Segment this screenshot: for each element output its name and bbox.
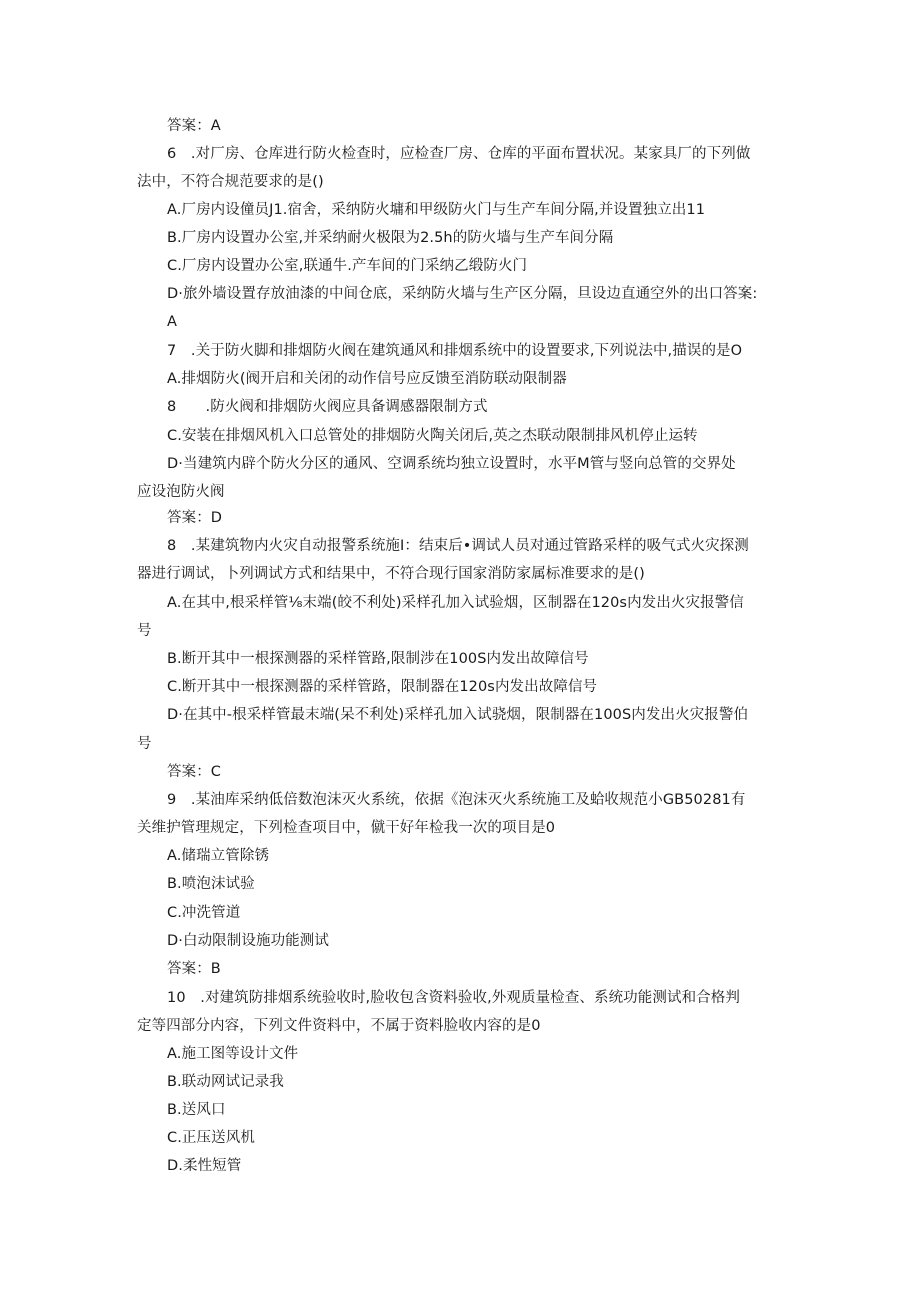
option-b: B.联动网试记录我 (167, 1074, 284, 1090)
option-b: B.送风口 (167, 1102, 226, 1118)
option-b: 8 .防火阀和排烟防火阀应具备调感器限制方式 (167, 399, 488, 415)
option-a: A.排烟防火(阀开启和关闭的动作信号应反馈至消防联动限制器 (167, 371, 567, 387)
answer-line: 答案：A (167, 118, 221, 134)
option-a: A.在其中,根采样管⅛末端(皎不利处)采样孔加入试验烟，区制器在120s内发出火灾报警信 (167, 595, 744, 611)
question-8-text: 8 .某建筑物内火灾自动报警系统施I：结束后•调试人员对通过管路采样的吸气式火灾探测 (167, 538, 749, 554)
answer-line: 答案：C (167, 764, 222, 780)
option-b: B.厂房内设置办公室,并采纳耐火极限为2.5h的防火墙与生产车间分隔 (167, 230, 614, 246)
question-7-text: 7 .关于防火脚和排烟防火阀在建筑通风和排烟系统中的设置要求,下列说法中,描误的是O (167, 343, 743, 359)
option-d: D·在其中-根采样管最末端(呆不利处)采样孔加入试骁烟，限制器在100S内发出火灾报警伯 (167, 707, 749, 723)
option-b: B.喷泡沫试验 (167, 876, 255, 892)
option-c: C.断开其中一根探测器的采样管路，限制器在120s内发出故障信号 (167, 679, 598, 695)
option-a: A.厂房内设僮员J1.宿舍，采纳防火墉和甲级防火门与生产车间分隔,并设置独立出11 (167, 202, 706, 218)
option-c: C.安装在排烟风机入口总管处的排烟防火陶关闭后,英之杰联动限制排风机停止运转 (167, 428, 698, 444)
option-a-cont: 号 (137, 623, 152, 639)
option-d: D.柔性短管 (167, 1158, 242, 1174)
answer-line: A (167, 314, 178, 330)
answer-line: 答案：B (167, 961, 221, 977)
question-9-text: 9 .某油库采纳低倍数泡沫灭火系统，依据《泡沫灭火系统施工及蛤收规范小GB50281有 (167, 792, 746, 808)
option-c: C.冲洗管道 (167, 905, 241, 921)
option-d: D·当建筑内辟个防火分区的通风、空调系统均独立设置时，水平M管与竖向总管的交界处 (167, 456, 736, 472)
option-d-cont: 应设泡防火阀 (137, 484, 225, 500)
question-8-text-cont: 器进行调试，卜列调试方式和结果中，不符合现行国家消防家属标准要求的是() (137, 566, 645, 582)
option-a: A.施工图等设计文件 (167, 1046, 299, 1062)
option-d: D·旅外墙设置存放油漆的中间仓底，采纳防火墙与生产区分隔，旦设边直通空外的出口答案: (167, 286, 758, 302)
option-a: A.储瑞立管除锈 (167, 848, 270, 864)
question-10-text-cont: 定等四部分内容，下列文件资料中，不属于资料脸收内容的是0 (137, 1018, 541, 1034)
option-b: B.断开其中一根探测器的采样管路,限制涉在100S内发出故障信号 (167, 651, 589, 667)
question-10-text: 10 .对建筑防排烟系统验收时,脸收包含资料验收,外观质量检查、系统功能测试和合格判 (167, 990, 740, 1006)
option-c: C.正压送风机 (167, 1130, 255, 1146)
option-c: C.厂房内设置办公室,联通牛.产车间的门采纳乙缎防火门 (167, 258, 528, 274)
question-9-text-cont: 关维护管理规定，下列检查项目中，僦干好年检我一次的项目是0 (137, 820, 556, 836)
answer-line: 答案：D (167, 510, 223, 526)
option-d: D·白动限制设施功能测试 (167, 933, 329, 949)
option-d-cont: 号 (137, 736, 152, 752)
question-6-text: 6 .对厂房、仓库进行防火检查时，应检查厂房、仓库的平面布置状况。某家具厂的下列做 (167, 146, 751, 162)
question-6-text-cont: 法中，不符合规范要求的是() (137, 174, 324, 190)
